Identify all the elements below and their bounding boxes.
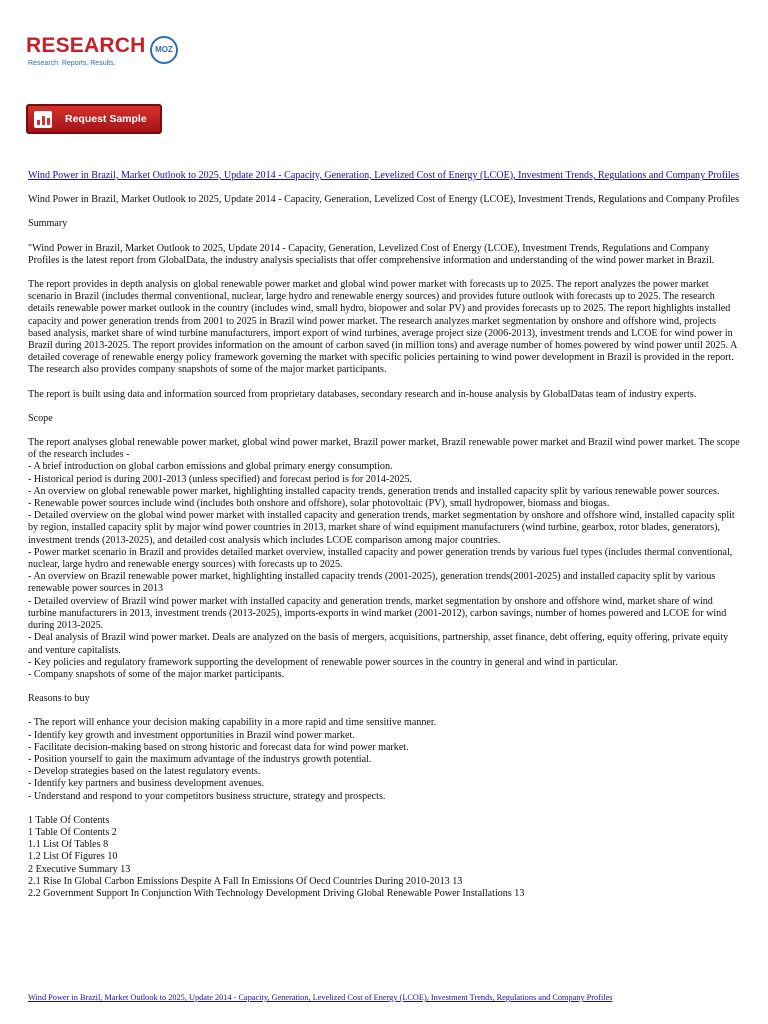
toc-line: 1 Table Of Contents 2: [28, 826, 117, 838]
scope-line: - Key policies and regulatory framework supporting the development of renewable power sources in the country in general and wind in particular.: [28, 656, 618, 668]
scope-heading: Scope: [28, 412, 53, 424]
reason-line: - Identify key partners and business development avenues.: [28, 778, 265, 790]
scope-line: - Historical period is during 2001-2013 (unless specified) and forecast period is for 2014-2025.: [28, 473, 413, 485]
researchmoz-logo: [26, 34, 186, 70]
reason-line: - Position yourself to gain the maximum advantage of the industrys growth potential.: [28, 753, 372, 765]
logo-wordmark: RESEARCH: [26, 34, 146, 57]
footer-report-link[interactable]: Wind Power in Brazil, Market Outlook to 2025, Update 2014 - Capacity, Generation, Levelized Cost of Energy (LCOE), Investment Trends, Regulations and Company Profiles: [28, 993, 613, 1002]
summary-paragraph-1: "Wind Power in Brazil, Market Outlook to 2025, Update 2014 - Capacity, Generation, Levelized Cost of Energy (LCOE), Investment Trends, Regulations and Company Profiles is the latest report from GlobalData, the industry analysis specialists that offer comprehensive information and understanding of the wind power market in Brazil.: [28, 242, 715, 266]
scope-line: - An overview on global renewable power market, highlighting installed capacity trends, generation trends and installed capacity split by various renewable power sources.: [28, 485, 720, 497]
report-chart-icon: [34, 111, 52, 128]
scope-line: The report analyses global renewable power market, global wind power market, Brazil power market, Brazil renewable power market and Brazil wind power market. The scope of the research includes -: [28, 437, 740, 461]
summary-paragraph-2: The report provides in depth analysis on global renewable power market and global wind power market with forecasts up to 2025. The report analyzes the power market scenario in Brazil (includes thermal conventional, nuclear, large hydro and renewable energy sources) and provides future outlook with forecasts up to 2025. The research details renewable power market outlook in the country (includes wind, small hydro, biopower and solar PV) and provides forecasts up to 2025. The report highlights installed capacity and power generation trends from 2001 to 2025 in Brazil wind power market. The research analyzes market segmentation by onshore and offshore wind, projects based analysis, market share of wind turbine manufacturers, import export of wind turbines, average project size (2006-2013), investment trends and LCOE for wind power in Brazil during 2013-2025. The report provides information on the amount of carbon saved (in million tons) and average number of homes powered by wind power until 2025. A detailed coverage of renewable energy policy framework governing the market with specific policies pertaining to wind power development in Brazil is provided in the report. The research also provides company snapshots of some of the major market participants.: [28, 279, 737, 376]
scope-line: - Power market scenario in Brazil and provides detailed market overview, installed capacity and power generation trends by various fuel types (includes thermal conventional, nuclear, large hydro and renewable energy sources) with forecasts up to 2025.: [28, 546, 733, 571]
scope-line: - An overview on Brazil renewable power market, highlighting installed capacity trends (2001-2025), generation trends(2001-2025) and installed capacity split by various renewable power sources in 2013: [28, 571, 716, 595]
scope-line: - Detailed overview of Brazil wind power market with installed capacity and generation trends, market segmentation by onshore and offshore wind, market share of wind turbine manufacturers in 2013, investment trends (2013-2025), imports-exports in wind market (2001-2012), carbon savings, number of homes powered and LCOE for wind during 2013-2025.: [28, 595, 727, 632]
summary-paragraph-3: The report is built using data and information sourced from proprietary databases, secondary research and in-house analysis by GlobalDatas team of industry experts.: [28, 388, 697, 400]
reasons-list: [28, 717, 740, 802]
request-sample-button[interactable]: [26, 104, 162, 134]
toc-line: 1.2 List Of Figures 10: [28, 851, 118, 863]
report-body: [28, 170, 740, 900]
scope-line: - Renewable power sources include wind (includes both onshore and offshore), solar photovoltaic (PV), small hydropower, biomass and biogas.: [28, 498, 610, 510]
reason-line: - Understand and respond to your competitors business structure, strategy and prospects.: [28, 790, 386, 802]
reasons-heading: Reasons to buy: [28, 693, 90, 705]
scope-line: - Company snapshots of some of the major market participants.: [28, 668, 285, 680]
report-title: Wind Power in Brazil, Market Outlook to 2025, Update 2014 - Capacity, Generation, Levelized Cost of Energy (LCOE), Investment Trends, Regulations and Company Profiles: [28, 194, 740, 206]
scope-list: [28, 437, 740, 681]
toc-line: 2 Executive Summary 13: [28, 863, 131, 875]
reason-line: - Identify key growth and investment opportunities in Brazil wind power market.: [28, 729, 355, 741]
scope-line: - Deal analysis of Brazil wind power market. Deals are analyzed on the basis of mergers, acquisitions, partnership, asset finance, debt offering, equity offering, private equity and venture capitalists.: [28, 632, 729, 656]
logo-tagline: Research. Reports. Results.: [28, 60, 116, 67]
report-title-link[interactable]: Wind Power in Brazil, Market Outlook to 2025, Update 2014 - Capacity, Generation, Levelized Cost of Energy (LCOE), Investment Trends, Regulations and Company Profiles: [28, 170, 740, 181]
reason-line: - The report will enhance your decision making capability in a more rapid and time sensitive manner.: [28, 717, 437, 729]
page-footer: [28, 993, 740, 1003]
reason-line: - Develop strategies based on the latest regulatory events.: [28, 766, 261, 778]
scope-line: - A brief introduction on global carbon emissions and global primary energy consumption.: [28, 461, 393, 473]
toc-line: 2.1 Rise In Global Carbon Emissions Despite A Fall In Emissions Of Oecd Countries During 2010-2013 13: [28, 875, 463, 887]
summary-heading: Summary: [28, 218, 68, 230]
toc-line: 2.2 Government Support In Conjunction With Technology Development Driving Global Renewable Power Installations 13: [28, 887, 525, 899]
logo-moz-badge: MOZ: [150, 36, 178, 64]
reason-line: - Facilitate decision-making based on strong historic and forecast data for wind power market.: [28, 741, 409, 753]
toc-line: 1.1 List Of Tables 8: [28, 839, 109, 851]
table-of-contents: [28, 815, 740, 900]
request-sample-label: Request Sample: [65, 113, 147, 125]
toc-line: 1 Table Of Contents: [28, 814, 110, 826]
scope-line: - Detailed overview on the global wind power market with installed capacity and generation trends, market segmentation by onshore and offshore wind, installed capacity split by region, installed capacity split by major wind power countries in 2013, market share of wind equipment manufacturers (wind turbine, gearbox, rotor blades, generators), investment trends (2013-2025), and detailed cost analysis which includes LCOE comparison among major countries.: [28, 510, 735, 546]
